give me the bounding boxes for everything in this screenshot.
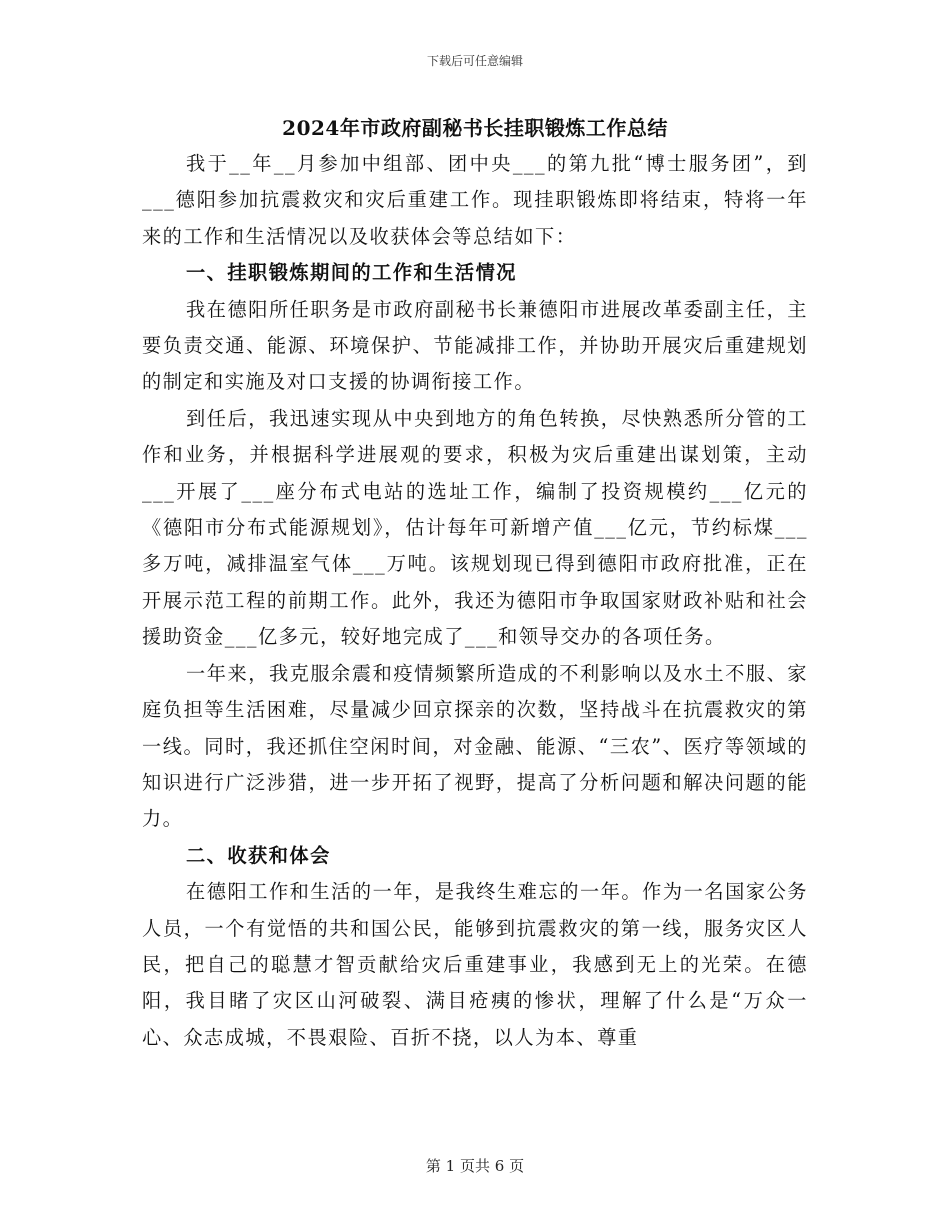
document-title: 2024年市政府副秘书长挂职锻炼工作总结 [282,116,668,140]
page-number: 第 1 页共 6 页 [425,1157,525,1175]
document-body [142,146,808,1056]
intro-paragraph: 我于__年__月参加中组部、团中央___的第九批“博士服务团”，到___德阳参加抗震救灾和灾后重建工作。现挂职锻炼即将结束，特将一年来的工作和生活情况以及收获体会等总结如下： [142,152,808,248]
section-1-paragraph-3: 一年来，我克服余震和疫情频繁所造成的不利影响以及水土不服、家庭负担等生活困难，尽量减少回京探亲的次数，坚持战斗在抗震救灾的第一线。同时，我还抓住空闲时间，对金融、能源、“三农”、医疗等领域的知识进行广泛涉猎，进一步开拓了视野，提高了分析问题和解决问题的能力。 [142,661,808,831]
section-1-paragraph-2: 到任后，我迅速实现从中央到地方的角色转换，尽快熟悉所分管的工作和业务，并根据科学进展观的要求，积极为灾后重建出谋划策，主动___开展了___座分布式电站的选址工作，编制了投资规模约___亿元的《德阳市分布式能源规划》，估计每年可新增产值___亿元，节约标煤___多万吨，减排温室气体___万吨。该规划现已得到德阳市政府批准，正在开展示范工程的前期工作。此外，我还为德阳市争取国家财政补贴和社会援助资金___亿多元，较好地完成了___和领导交办的各项任务。 [142,406,808,649]
section-2-paragraph-1: 在德阳工作和生活的一年，是我终生难忘的一年。作为一名国家公务人员，一个有觉悟的共和国公民，能够到抗震救灾的第一线，服务灾区人民，把自己的聪慧才智贡献给灾后重建事业，我感到无上的光荣。在德阳，我目睹了灾区山河破裂、满目疮痍的惨状，理解了什么是“万众一心、众志成城，不畏艰险、百折不挠，以人为本、尊重 [142,880,808,1049]
section-2-heading: 二、收获和体会 [186,843,331,867]
section-1-paragraph-1: 我在德阳所任职务是市政府副秘书长兼德阳市进展改革委副主任，主要负责交通、能源、环境保护、节能减排工作，并协助开展灾后重建规划的制定和实施及对口支援的协调衔接工作。 [142,297,808,394]
page-header-note: 下载后可任意编辑 [426,54,523,68]
section-1-heading: 一、挂职锻炼期间的工作和生活情况 [186,261,517,285]
